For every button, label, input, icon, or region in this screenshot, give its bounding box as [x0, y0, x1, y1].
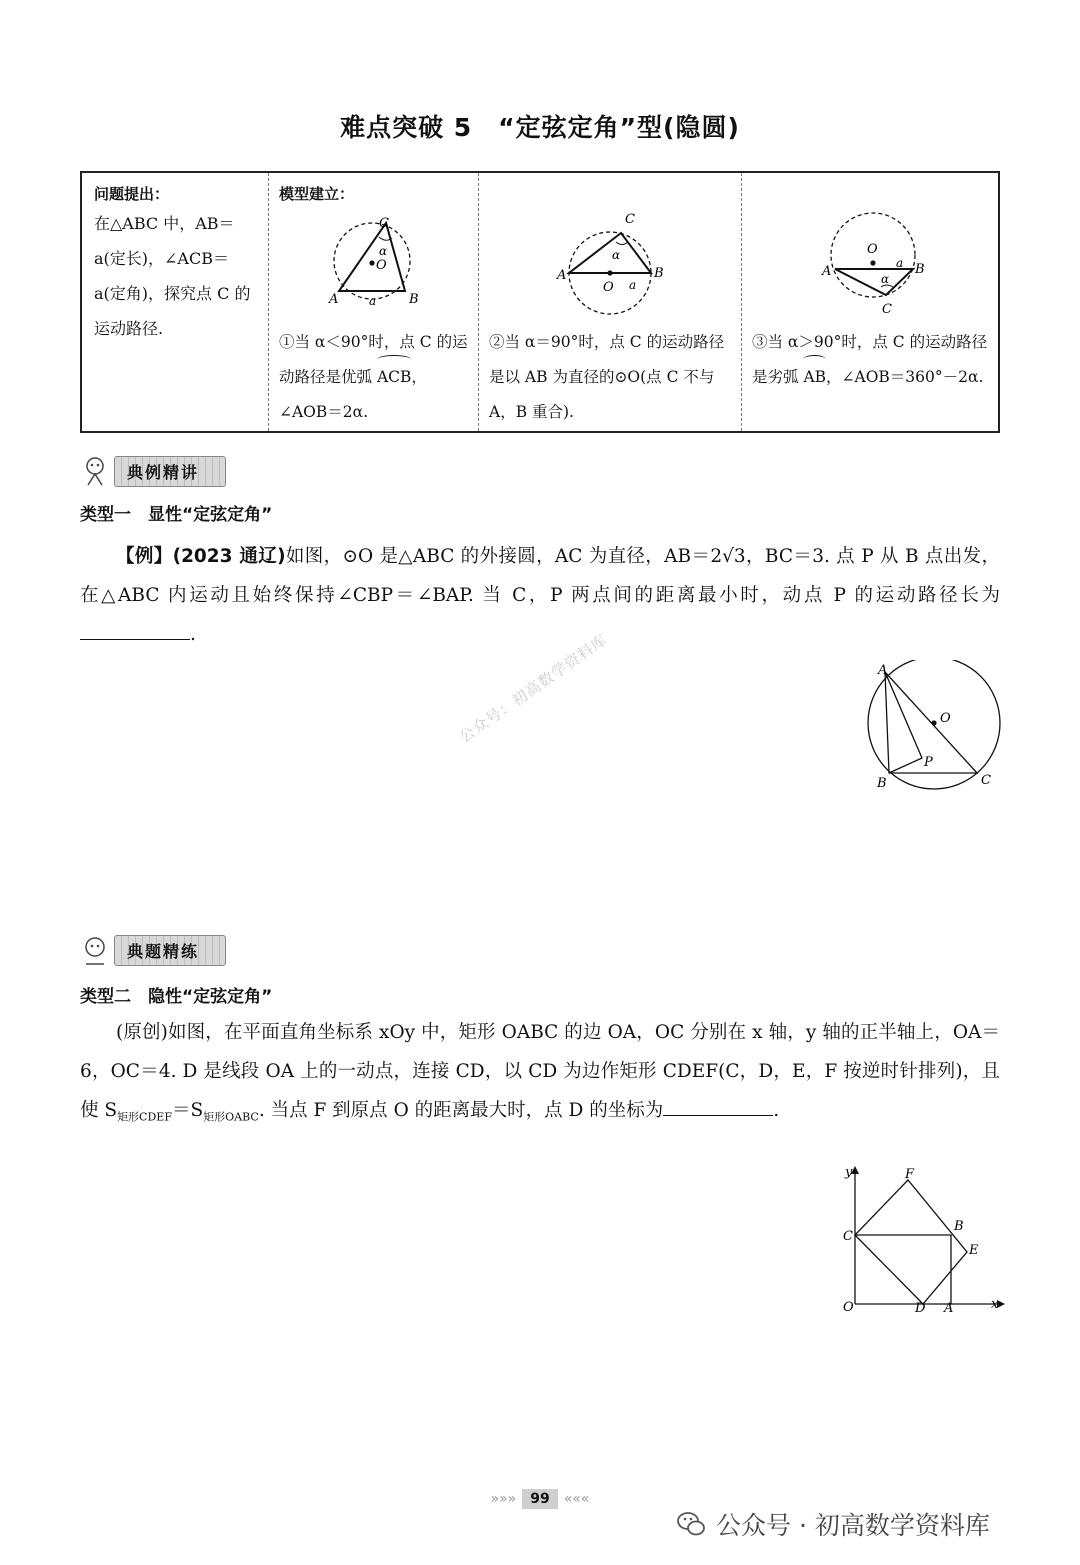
label-alpha: α [379, 244, 388, 258]
wechat-icon [676, 1510, 706, 1538]
mascot-icon [80, 934, 110, 966]
label-a-side: a [369, 294, 377, 308]
label-a: A [329, 292, 339, 307]
model-table [80, 171, 1000, 433]
svg-text:a: a [896, 256, 904, 270]
svg-text:y: y [845, 1165, 853, 1180]
model-case-2 [478, 173, 741, 431]
svg-text:E: E [969, 1243, 979, 1258]
chevrons-right-icon: »»» [490, 1491, 517, 1507]
type-two-heading: 类型二 隐性“定弦定角” [80, 987, 273, 1007]
brand-text: 公众号 · 初高数学资料库 [716, 1511, 990, 1540]
svg-text:C: C [625, 212, 635, 227]
coordinate-figure [835, 1160, 1010, 1320]
practice-paragraph: (原创)如图，在平面直角坐标系 xOy 中，矩形 OABC 的边 OA，OC 分别在 x 轴，y 轴的正半轴上，OA＝6，OC＝4. D 是线段 OA 上的一动点，连接 CD，以 CD 为边作矩形 CDEF(C，D，E，F 按逆时针排列)，且使 $S_{矩形CDEF}=S_{矩形OABC}$. 当点 F 到原点 O 的距离最大时，点 D 的坐标为 . [80, 1022, 1000, 1124]
case-3-caption: ③当 α＞90°时，点 C 的运动路径是劣弧 AB，∠AOB＝360°－2α. [752, 325, 990, 395]
problem-column [82, 173, 268, 431]
answer-blank [663, 1115, 773, 1116]
svg-text:B: B [877, 776, 887, 791]
svg-text:B: B [915, 262, 925, 277]
example-paragraph: 【例】(2023 通辽)如图，⊙O 是△ABC 的外接圆，AC 为直径，AB＝2√3，BC＝3. 点 P 从 B 点出发，在△ABC 内运动且始终保持∠CBP＝∠BAP. 当 C，P 两点间的距离最小时，动点 P 的运动路径长为. [80, 546, 1001, 645]
svg-text:x: x [991, 1297, 999, 1312]
section-badge-examples [80, 454, 226, 488]
svg-text:F: F [905, 1167, 915, 1182]
mascot-icon [80, 455, 110, 487]
chevrons-left-icon: ««« [563, 1491, 590, 1507]
label-b: B [409, 292, 419, 307]
svg-text:P: P [924, 755, 933, 770]
svg-text:A: A [944, 1301, 954, 1316]
watermark: 公众号：初高数学资料库 [456, 630, 611, 747]
svg-text:O: O [603, 280, 614, 295]
brand-footer [676, 1506, 990, 1542]
case-2-caption: ②当 α＝90°时，点 C 的运动路径是以 AB 为直径的⊙O(点 C 不与 A，B 重合). [489, 333, 725, 421]
diagram-acute [269, 209, 479, 329]
case-1-caption: ①当 α＜90°时，点 C 的运动路径是优弧 ACB，∠AOB＝2α. [279, 333, 468, 421]
svg-text:A: A [878, 663, 888, 678]
page-number: »»» 99 ««« [490, 1491, 590, 1507]
problem-text: 在△ABC 中，AB＝a(定长)，∠ACB＝a(定角)，探究点 C 的运动路径. [94, 214, 251, 338]
example-figure [860, 660, 1010, 795]
page-title: 难点突破 5 “定弦定角”型(隐圆) [340, 113, 740, 142]
diagram-right [479, 209, 742, 329]
svg-text:O: O [940, 711, 951, 726]
section-badge-practice [80, 933, 226, 967]
answer-blank [80, 639, 190, 640]
svg-text:α: α [612, 248, 621, 262]
svg-text:B: B [954, 1219, 964, 1234]
svg-text:D: D [915, 1301, 926, 1316]
model-heading: 模型建立： [279, 185, 355, 203]
diagram-obtuse [742, 209, 999, 329]
label-c: C [379, 216, 389, 231]
svg-text:O: O [867, 242, 878, 257]
badge-label: 典例精讲 [114, 456, 226, 487]
model-case-3 [741, 173, 998, 431]
svg-text:O: O [843, 1300, 854, 1315]
svg-text:C: C [981, 773, 991, 788]
badge-label: 典题精练 [114, 935, 226, 966]
svg-text:B: B [654, 266, 664, 281]
svg-text:A: A [557, 268, 567, 283]
type-one-heading: 类型一 显性“定弦定角” [80, 505, 273, 525]
svg-text:a: a [629, 278, 637, 292]
model-case-1 [268, 173, 478, 431]
svg-text:C: C [882, 302, 892, 317]
svg-text:α: α [881, 272, 890, 286]
label-o: O [376, 258, 387, 273]
problem-heading: 问题提出： [94, 185, 170, 203]
svg-text:A: A [822, 264, 832, 279]
svg-text:C: C [843, 1229, 853, 1244]
